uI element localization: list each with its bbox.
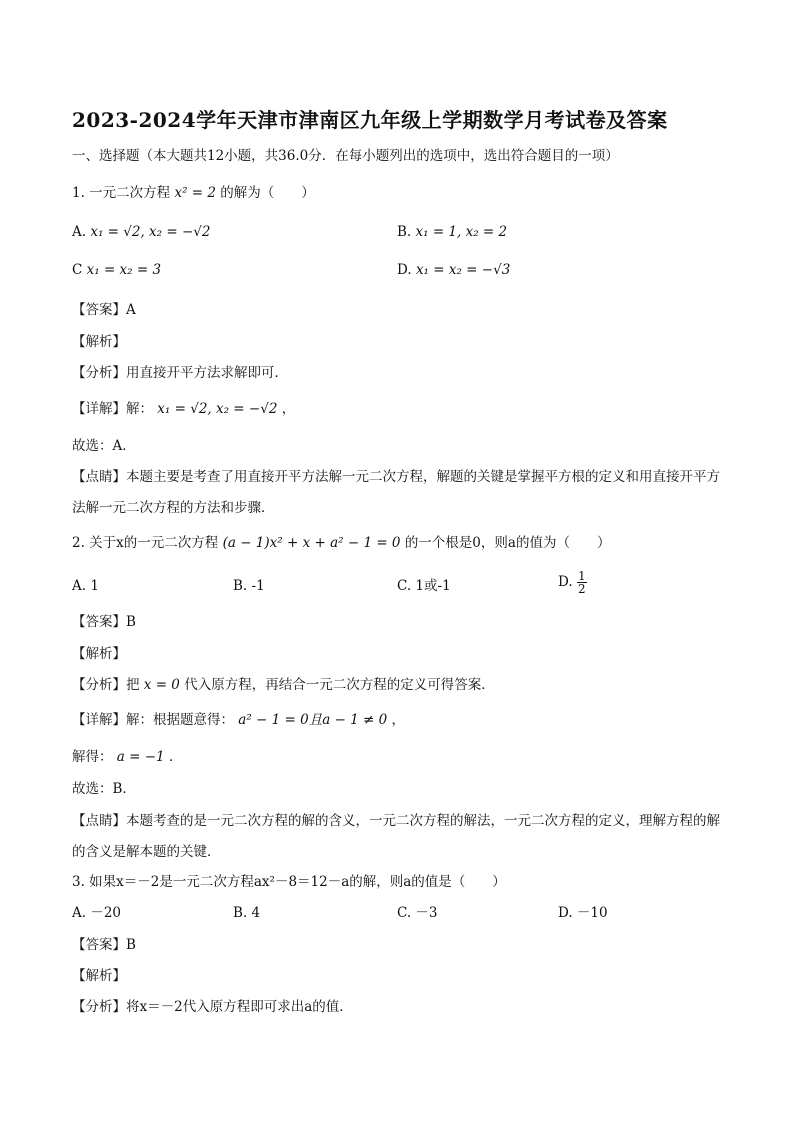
q2-detail-suffix: ， (391, 712, 406, 728)
q2-choice: 故选：B． (72, 781, 136, 797)
fraction-numerator: 1 (577, 569, 586, 583)
q2-answer: 【答案】B (72, 614, 136, 630)
q1-option-c-label: C (72, 262, 83, 278)
q2-solve-prefix: 解得： (72, 749, 113, 765)
question-3-stem: 3. 如果x＝－2是一元二次方程ax²－8＝12－a的解，则a的值是（ ） (72, 874, 506, 890)
q1-equation: x² = 2 (174, 185, 216, 201)
q3-option-b: B. 4 (233, 905, 261, 921)
q2-option-c: C. 1或-1 (397, 578, 451, 594)
q1-stem-suffix: 的解为（ ） (220, 185, 315, 201)
q1-option-c (72, 260, 161, 280)
q3-analysis: 【分析】将x＝－2代入原方程即可求出a的值． (72, 999, 353, 1015)
q3-option-c: C. －3 (397, 905, 438, 921)
q1-option-b (397, 222, 507, 242)
q2-option-a: A. 1 (72, 578, 99, 594)
q2-detail (72, 710, 405, 730)
q2-option-b: B. -1 (233, 578, 265, 594)
q2-solve (72, 747, 182, 767)
q1-option-b-label: B. (397, 224, 412, 240)
q2-option-d-fraction (577, 570, 587, 595)
q1-stem-prefix: 1. 一元二次方程 (72, 185, 171, 201)
q1-detail-prefix: 【详解】解： (72, 401, 153, 417)
q2-solve-suffix: ． (168, 749, 183, 765)
q1-option-d-value: x₁ = x₂ = −√3 (415, 262, 511, 278)
q1-analysis: 【分析】用直接开平方法求解即可． (72, 365, 288, 381)
q2-equation: (a − 1)x² + x + a² − 1 = 0 (222, 535, 401, 551)
q2-comment: 【点睛】本题考查的是一元二次方程的解的含义，一元二次方程的解法，一元二次方程的定义，理解方程的解的含义是解本题的关键． (72, 813, 720, 860)
q1-option-b-value: x₁ = 1, x₂ = 2 (415, 224, 508, 240)
q3-jiexi: 【解析】 (72, 968, 126, 984)
section-heading: 一、选择题（本大题共12小题，共36.0分．在每小题列出的选项中，选出符合题目的一项） (72, 148, 619, 164)
q2-detail-prefix: 【详解】解：根据题意得： (72, 712, 234, 728)
q2-analysis (72, 675, 495, 695)
question-1-stem (72, 183, 315, 203)
q2-analysis-suffix: 代入原方程，再结合一元二次方程的定义可得答案． (184, 677, 495, 693)
q1-jiexi: 【解析】 (72, 334, 126, 350)
q2-stem-suffix: 的一个根是0，则a的值为（ ） (404, 535, 611, 551)
q2-solve-equation: a = −1 (116, 749, 165, 765)
q2-detail-equation: a² − 1 = 0且a − 1 ≠ 0 (238, 712, 388, 728)
q1-option-a-label: A. (72, 224, 87, 240)
question-2-stem (72, 533, 610, 553)
q2-jiexi: 【解析】 (72, 646, 126, 662)
q1-option-d-label: D. (397, 262, 412, 278)
q1-detail (72, 399, 295, 419)
q1-option-c-value: x₁ = x₂ = 3 (86, 262, 162, 278)
page-title: 2023-2024学年天津市津南区九年级上学期数学月考试卷及答案 (72, 108, 668, 132)
q3-answer: 【答案】B (72, 937, 136, 953)
q2-analysis-equation: x = 0 (143, 677, 180, 693)
q1-option-a-value: x₁ = √2, x₂ = −√2 (90, 224, 211, 240)
q2-option-d (558, 570, 587, 595)
q1-detail-equation: x₁ = √2, x₂ = −√2 (157, 401, 278, 417)
q2-stem-prefix: 2. 关于x的一元二次方程 (72, 535, 219, 551)
q3-option-a: A. －20 (72, 905, 122, 921)
q1-answer: 【答案】A (72, 302, 136, 318)
q1-option-a (72, 222, 210, 242)
q1-choice: 故选：A． (72, 438, 136, 454)
q3-option-d: D. －10 (558, 905, 608, 921)
q2-analysis-prefix: 【分析】把 (72, 677, 140, 693)
q1-detail-suffix: ， (281, 401, 296, 417)
q1-comment: 【点睛】本题主要是考查了用直接开平方法解一元二次方程，解题的关键是掌握平方根的定义和用直接开平方法解一元二次方程的方法和步骤． (72, 469, 720, 516)
q2-option-d-label: D. (558, 574, 573, 590)
q1-option-d (397, 260, 510, 280)
fraction-denominator: 2 (577, 582, 586, 596)
